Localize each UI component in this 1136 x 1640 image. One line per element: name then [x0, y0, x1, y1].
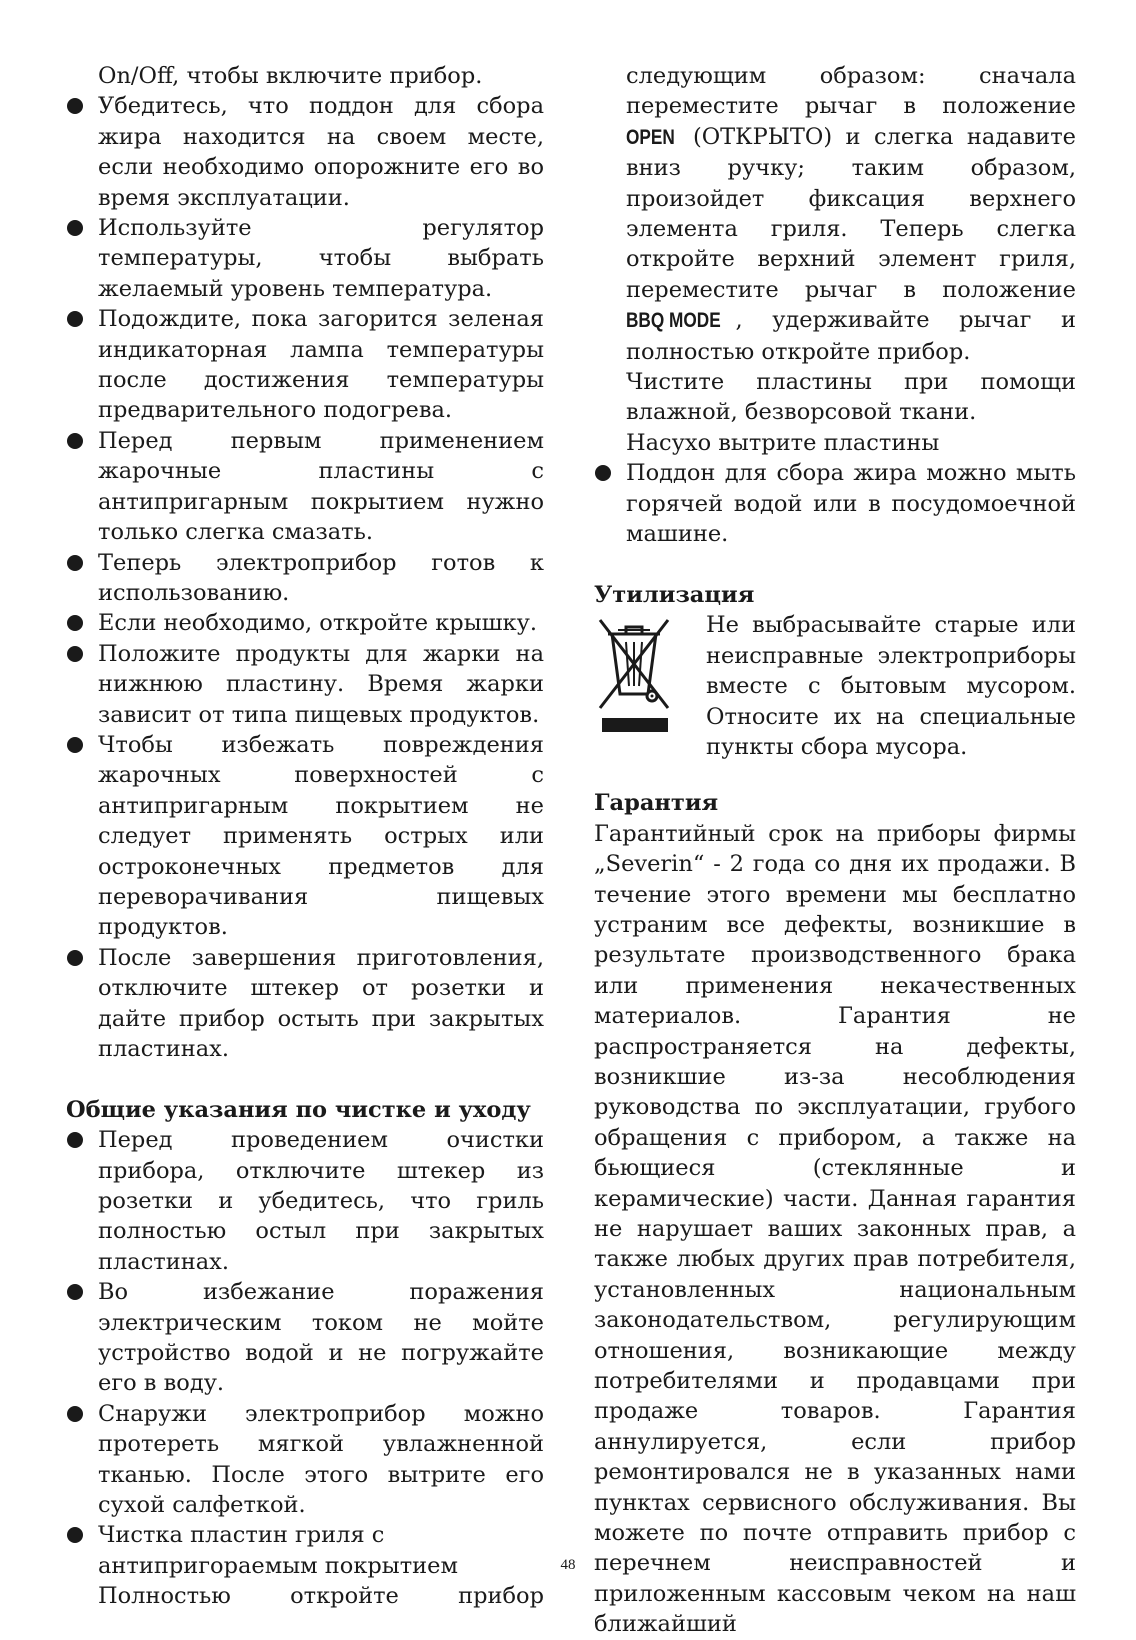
list-item: Перед первым применением жарочные пластины с антипригарным покрытием нужно только слегка смазать.: [66, 426, 544, 548]
list-item: Чистка пластин гриля с антипригораемым покрытием: [66, 1520, 544, 1581]
disposal-text: Не выбрасывайте старые или неисправные электроприборы вместе с бытовым мусором. Относите их на специальные пункты сбора мусора.: [706, 612, 1076, 760]
bullet-dot: [67, 646, 83, 662]
cleaning-heading: Общие указания по чистке и уходу: [66, 1096, 531, 1123]
cleaning-list: [66, 1125, 544, 1581]
usage-list: [66, 91, 544, 1064]
bullet-dot: [67, 98, 83, 114]
left-column: [66, 61, 544, 1612]
crossed-out-wheelie-bin-icon: [594, 610, 706, 762]
cleaning-tail: Полностью откройте прибор: [98, 1583, 544, 1610]
list-item: Теперь электроприбор готов к использованию.: [66, 548, 544, 609]
drip-tray-list: [594, 458, 1076, 549]
bullet-dot: [67, 1527, 83, 1543]
open-label: OPEN: [626, 125, 675, 149]
bullet-dot: [67, 220, 83, 236]
wipe-paragraph: Чистите пластины при помощи влажной, безворсовой ткани.: [626, 369, 1076, 426]
continuation-text: On/Off, чтобы включите прибор.: [98, 63, 483, 89]
dry-paragraph: Насухо вытрите пластины: [626, 429, 940, 456]
list-item: Снаружи электроприбор можно протереть мягкой увлажненной тканью. После этого вытрите его сухой салфеткой.: [66, 1399, 544, 1521]
list-item: Во избежание поражения электрическим током не мойте устройство водой и не погружайте его в воду.: [66, 1277, 544, 1399]
list-item: Если необходимо, откройте крышку.: [66, 608, 544, 638]
list-item: Поддон для сбора жира можно мыть горячей водой или в посудомоечной машине.: [594, 458, 1076, 549]
bullet-dot: [67, 555, 83, 571]
bullet-dot: [67, 1406, 83, 1422]
bullet-dot: [67, 1132, 83, 1148]
list-item: Положите продукты для жарки на нижнюю пластину. Время жарки зависит от типа пищевых продуктов.: [66, 639, 544, 730]
page-number: 48: [560, 1557, 576, 1573]
list-item: Используйте регулятор температуры, чтобы выбрать желаемый уровень температура.: [66, 213, 544, 304]
weee-symbol: [596, 612, 672, 734]
disposal-block: [594, 610, 1076, 762]
bullet-dot: [595, 465, 611, 481]
bullet-dot: [67, 433, 83, 449]
warranty-heading: Гарантия: [594, 790, 719, 817]
list-item: После завершения приготовления, отключите штекер от розетки и дайте прибор остыть при закрытых пластинах.: [66, 943, 544, 1065]
list-item: Перед проведением очистки прибора, отключите штекер из розетки и убедитесь, что гриль полностью остыл при закрытых пластинах.: [66, 1125, 544, 1277]
bullet-dot: [67, 950, 83, 966]
list-item: Подождите, пока загорится зеленая индикаторная лампа температуры после достижения температуры предварительного подогрева.: [66, 304, 544, 426]
plates-cleaning-paragraph: следующим образом: сначала переместите рычаг в положение OPEN (ОТКРЫТО) и слегка надавите вниз ручку; таким образом, произойдет фиксация верхнего элемента гриля. Теперь слегка откройте верхний элемент гриля, переместите рычаг в положение BBQ MODE , удерживайте рычаг и полностью откройте прибор.: [626, 63, 1076, 365]
bullet-dot: [67, 311, 83, 327]
bbq-mode-label: BBQ MODE: [626, 309, 721, 333]
bullet-dot: [67, 1284, 83, 1300]
bullet-dot: [67, 737, 83, 753]
list-item: Чтобы избежать повреждения жарочных поверхностей с антипригарным покрытием не следует применять острых или остроконечных предметов для переворачивания пищевых продуктов.: [66, 730, 544, 943]
list-item: Убедитесь, что поддон для сбора жира находится на своем месте, если необходимо опорожните его во время эксплуатации.: [66, 91, 544, 213]
disposal-heading: Утилизация: [594, 581, 755, 608]
bullet-dot: [67, 615, 83, 631]
right-column: [594, 61, 1076, 1640]
warranty-text: Гарантийный срок на приборы фирмы „Severin“ - 2 года со дня их продажи. В течение этого времени мы бесплатно устраним все дефекты, возникшие в результате производственного брака или применения некачественных материалов. Гарантия не распространяется на дефекты, возникшие из-за несоблюдения руководства по эксплуатации, грубого обращения с прибором, а также на бьющиеся (стеклянные и керамические) части. Данная гарантия не нарушает ваших законных прав, а также любых других прав потребителя, установленных национальным законодательством, регулирующим отношения, возникающие между потребителями и продавцами при продаже товаров. Гарантия аннулируется, если прибор ремонтировался не в указанных нами пунктах сервисного обслуживания. Вы можете по почте отправить прибор с перечнем неисправностей и приложенным кассовым чеком на наш ближайший: [594, 820, 1076, 1638]
